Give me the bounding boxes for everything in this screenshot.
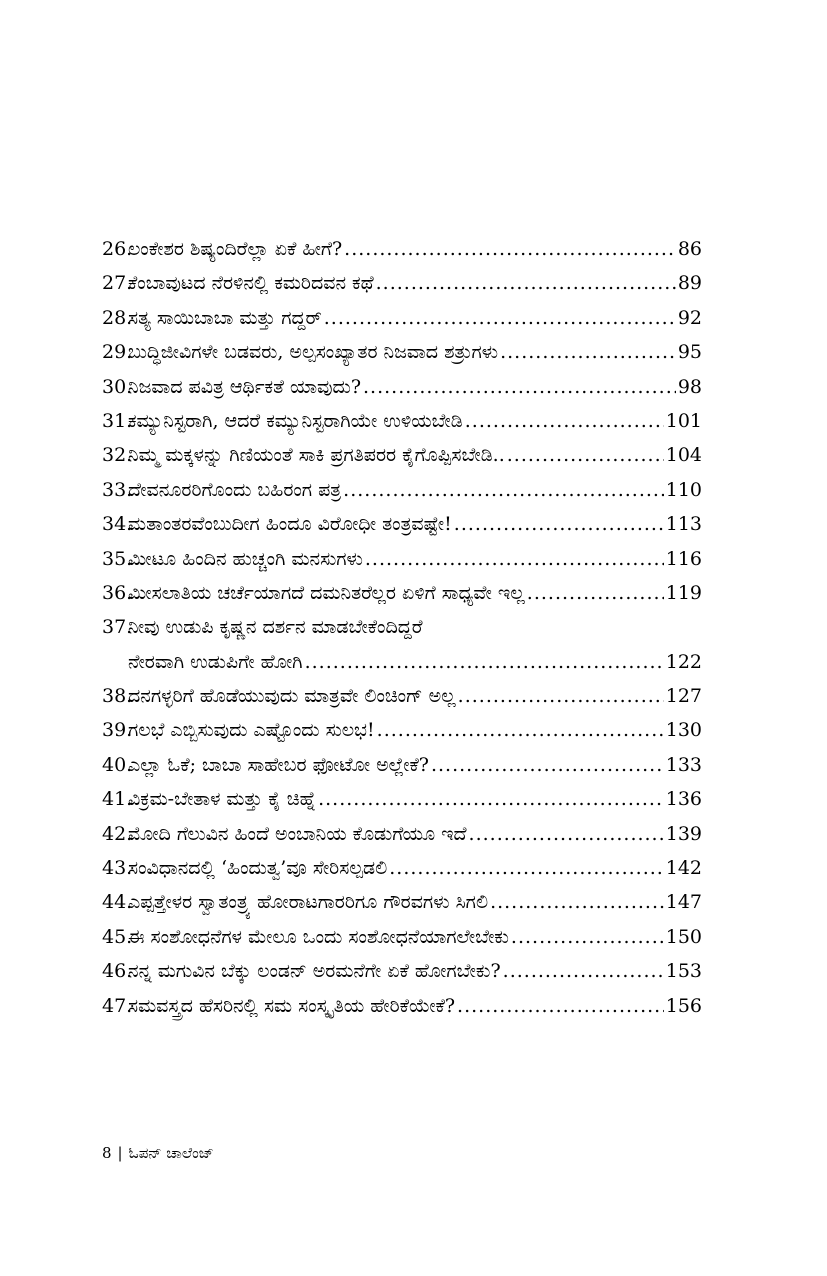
dot-leader <box>490 885 664 919</box>
dot-leader <box>511 920 664 954</box>
dot-leader <box>377 713 664 747</box>
dot-leader <box>527 576 664 610</box>
entry-title: ಸತ್ಯ ಸಾಯಿಬಾಬಾ ಮತ್ತು ಗದ್ದರ್ <box>128 306 322 329</box>
entry-title: ಕೆಂಬಾವುಟದ ನೆರಳಿನಲ್ಲಿ ಕಮರಿದವನ ಕಥೆ <box>128 272 374 295</box>
dot-leader <box>469 817 664 851</box>
toc-entry <box>102 851 702 885</box>
dot-leader <box>365 542 664 576</box>
entry-number: 30. <box>102 375 133 398</box>
entry-page-number: 86 <box>677 237 702 260</box>
toc-entry <box>102 404 702 438</box>
entry-number: 39. <box>102 719 133 742</box>
entry-title-continued: ನೇರವಾಗಿ ಉಡುಪಿಗೇ ಹೋಗಿ <box>128 650 303 673</box>
toc-entry <box>102 713 702 747</box>
entry-page-number: 139 <box>665 822 702 845</box>
entry-page-number: 101 <box>665 409 702 432</box>
toc-entry <box>102 266 702 300</box>
dot-leader <box>458 679 664 713</box>
dot-leader <box>344 232 676 266</box>
toc-entry <box>102 989 702 1023</box>
entry-title: ಗಲಭೆ ಎಬ್ಬಿಸುವುದು ಎಷ್ಟೊಂದು ಸುಲಭ! <box>128 719 375 742</box>
entry-number: 35. <box>102 547 133 570</box>
entry-number: 37. <box>102 616 133 639</box>
toc-entry <box>102 507 702 541</box>
entry-page-number: 89 <box>677 272 702 295</box>
entry-title: ದೇವನೂರರಿಗೊಂದು ಬಹಿರಂಗ ಪತ್ರ <box>128 478 342 501</box>
dot-leader <box>431 748 664 782</box>
entry-title: ನೀವು ಉಡುಪಿ ಕೃಷ್ಣನ ದರ್ಶನ ಮಾಡಬೇಕೆಂದಿದ್ದರೆ <box>128 616 423 639</box>
toc-entry <box>102 748 702 782</box>
toc-entry <box>102 370 702 404</box>
footer-separator: | <box>117 1144 123 1162</box>
entry-number: 31. <box>102 409 133 432</box>
toc-entry <box>102 954 702 988</box>
entry-title: ಬುದ್ಧಿಜೀವಿಗಳೇ ಬಡವರು, ಅಲ್ಪಸಂಖ್ಯಾತರ ನಿಜವಾದ ಶತ್ರುಗಳು <box>128 341 499 364</box>
entry-number: 47. <box>102 994 133 1017</box>
toc-entry <box>102 301 702 335</box>
dot-leader <box>305 645 664 679</box>
entry-title: ನಿಮ್ಮ ಮಕ್ಕಳನ್ನು ಗಿಣಿಯಂತೆ ಸಾಕಿ ಪ್ರಗತಿಪರರ ಕೈಗೊಪ್ಪಿಸಬೇಡಿ.. <box>128 444 505 467</box>
page-number: 8 <box>102 1144 112 1162</box>
entry-title: ಎಲ್ಲಾ ಓಕೆ; ಬಾಬಾ ಸಾಹೇಬರ ಫೋಟೋ ಅಲ್ಲೇಕೆ? <box>128 753 429 776</box>
table-of-contents <box>102 232 702 1023</box>
entry-page-number: 147 <box>665 891 702 914</box>
toc-entry <box>102 610 702 679</box>
dot-leader <box>507 438 664 472</box>
entry-page-number: 133 <box>665 753 702 776</box>
entry-number: 32. <box>102 444 133 467</box>
entry-page-number: 98 <box>677 375 702 398</box>
entry-number: 28. <box>102 306 133 329</box>
entry-page-number: 142 <box>665 857 702 880</box>
entry-number: 26. <box>102 237 133 260</box>
entry-title: ಮೀಟೂ ಹಿಂದಿನ ಹುಚ್ಚಂಗಿ ಮನಸುಗಳು <box>128 547 363 570</box>
toc-entry <box>102 438 702 472</box>
entry-title: ಕಮ್ಯುನಿಸ್ಟರಾಗಿ, ಆದರೆ ಕಮ್ಯುನಿಸ್ಟರಾಗಿಯೇ ಉಳಿಯಬೇಡಿ <box>128 409 463 432</box>
entry-title: ಎಪ್ಪತ್ತೇಳರ ಸ್ವಾತಂತ್ರ್ಯ ಹೋರಾಟಗಾರರಿಗೂ ಗೌರವಗಳು ಸಿಗಲಿ <box>128 891 489 914</box>
entry-number: 40. <box>102 753 133 776</box>
toc-entry <box>102 473 702 507</box>
entry-page-number: 110 <box>665 478 702 501</box>
entry-page-number: 119 <box>665 581 702 604</box>
entry-title: ಮೋದಿ ಗೆಲುವಿನ ಹಿಂದೆ ಅಂಬಾನಿಯ ಕೊಡುಗೆಯೂ ಇದೆ <box>128 822 467 845</box>
entry-number: 29. <box>102 341 133 364</box>
entry-number: 43. <box>102 857 133 880</box>
entry-number: 41. <box>102 788 133 811</box>
entry-title: ನಿಜವಾದ ಪವಿತ್ರ ಆರ್ಥಿಕತೆ ಯಾವುದು? <box>128 375 362 398</box>
dot-leader <box>363 370 676 404</box>
entry-page-number: 153 <box>665 960 702 983</box>
dot-leader <box>324 301 676 335</box>
entry-page-number: 113 <box>665 513 702 536</box>
entry-page-number: 95 <box>677 341 702 364</box>
entry-page-number: 104 <box>665 444 702 467</box>
entry-number: 42. <box>102 822 133 845</box>
toc-entry <box>102 335 702 369</box>
entry-title: ವಿಕ್ರಮ-ಬೇತಾಳ ಮತ್ತು ಕೈ ಚಿಹ್ನೆ <box>128 788 317 811</box>
toc-entry <box>102 782 702 816</box>
entry-number: 27. <box>102 272 133 295</box>
entry-number: 34. <box>102 513 133 536</box>
entry-page-number: 150 <box>665 925 702 948</box>
dot-leader <box>376 266 676 300</box>
toc-entry <box>102 542 702 576</box>
dot-leader <box>503 954 664 988</box>
entry-number: 46. <box>102 960 133 983</box>
dot-leader <box>457 989 664 1023</box>
entry-page-number: 156 <box>665 994 702 1017</box>
dot-leader <box>389 851 663 885</box>
entry-page-number: 130 <box>665 719 702 742</box>
entry-number: 45. <box>102 925 133 948</box>
dot-leader <box>500 335 676 369</box>
entry-title: ಮೀಸಲಾತಿಯ ಚರ್ಚೆಯಾಗದೆ ದಮನಿತರೆಲ್ಲರ ಏಳಿಗೆ ಸಾಧ್ಯವೇ ಇಲ್ಲ <box>128 581 525 604</box>
entry-page-number: 116 <box>665 547 702 570</box>
toc-entry <box>102 920 702 954</box>
entry-title: ಮತಾಂತರವೆಂಬುದೀಗ ಹಿಂದೂ ವಿರೋಧೀ ತಂತ್ರವಷ್ಟೇ! <box>128 513 452 536</box>
entry-title: ಸಂವಿಧಾನದಲ್ಲಿ ‘ಹಿಂದುತ್ವ’ವೂ ಸೇರಿಸಲ್ಪಡಲಿ <box>128 857 388 880</box>
toc-entry <box>102 679 702 713</box>
entry-page-number: 127 <box>665 685 702 708</box>
toc-entry <box>102 885 702 919</box>
page-footer <box>102 1144 214 1162</box>
entry-number: 38. <box>102 685 133 708</box>
entry-title: ದನಗಳ್ಳರಿಗೆ ಹೊಡೆಯುವುದು ಮಾತ್ರವೇ ಲಿಂಚಿಂಗ್ ಅಲ್ಲ <box>128 685 456 708</box>
entry-number: 44. <box>102 891 133 914</box>
entry-title: ಈ ಸಂಶೋಧನೆಗಳ ಮೇಲೂ ಒಂದು ಸಂಶೋಧನೆಯಾಗಲೇಬೇಕು <box>128 925 509 948</box>
entry-number: 33. <box>102 478 133 501</box>
dot-leader <box>465 404 664 438</box>
dot-leader <box>318 782 664 816</box>
entry-title: ಲಂಕೇಶರ ಶಿಷ್ಯಂದಿರೆಲ್ಲಾ ಏಕೆ ಹೀಗೆ? <box>128 237 343 260</box>
book-title: ಓಪನ್ ಚಾಲೆಂಜ್ <box>128 1144 214 1162</box>
toc-entry <box>102 576 702 610</box>
entry-number: 36. <box>102 581 133 604</box>
entry-page-number: 136 <box>665 788 702 811</box>
entry-title: ಸಮವಸ್ತ್ರದ ಹೆಸರಿನಲ್ಲಿ ಸಮ ಸಂಸ್ಕೃತಿಯ ಹೇರಿಕೆಯೇಕೆ? <box>128 994 456 1017</box>
dot-leader <box>343 473 664 507</box>
dot-leader <box>454 507 664 541</box>
entry-title: ನನ್ನ ಮಗುವಿನ ಬೆಕ್ಕು ಲಂಡನ್ ಅರಮನೆಗೇ ಏಕೆ ಹೋಗಬೇಕು? <box>128 960 501 983</box>
toc-entry <box>102 817 702 851</box>
entry-page-number: 122 <box>665 650 702 673</box>
entry-page-number: 92 <box>677 306 702 329</box>
toc-entry <box>102 232 702 266</box>
